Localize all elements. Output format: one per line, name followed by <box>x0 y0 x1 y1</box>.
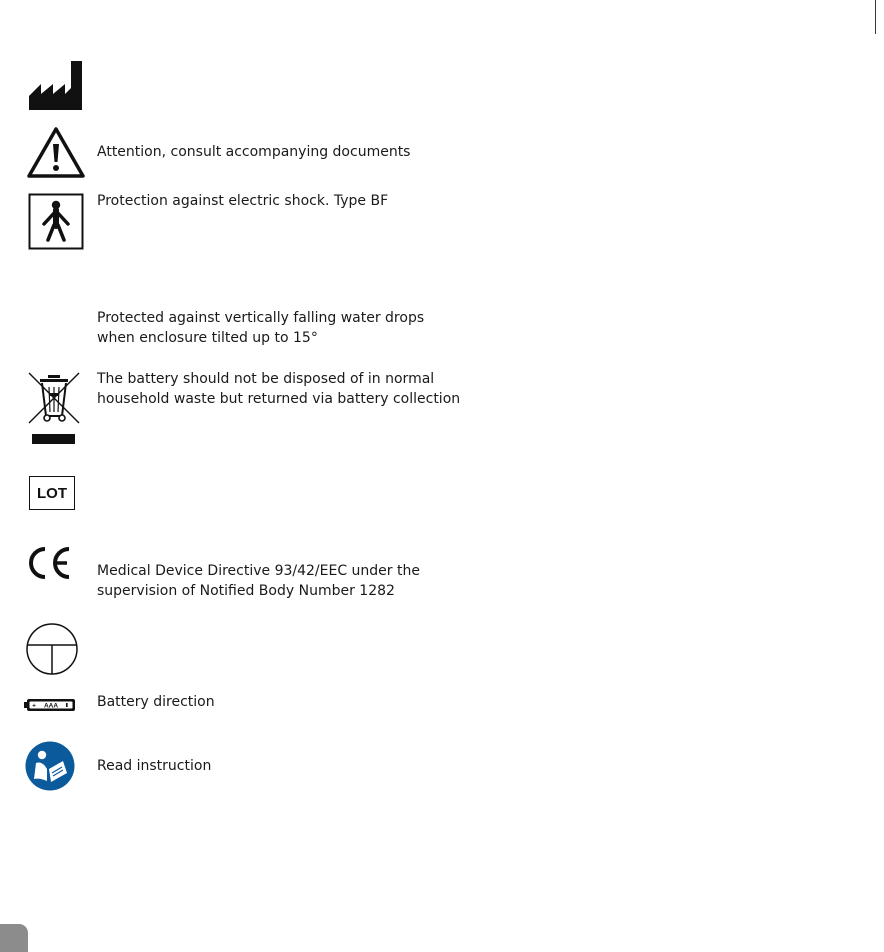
warning-triangle-icon <box>27 126 85 179</box>
ce-mark-icon <box>26 545 72 581</box>
manufacturer-icon <box>28 60 84 112</box>
lot-icon <box>29 476 75 510</box>
ce-text-line2: supervision of Notified Body Number 1282 <box>97 582 395 599</box>
svg-text:+: + <box>32 702 36 710</box>
battery-icon <box>24 697 76 713</box>
type-bf-text: Protection against electric shock. Type BF <box>97 193 389 209</box>
battery-label: AAA <box>43 702 59 710</box>
ce-text-line1: Medical Device Directive 93/42/EEC under the <box>97 563 420 579</box>
warning-text: Attention, consult accompanying documents <box>97 144 411 160</box>
page-corner-tab <box>0 924 28 952</box>
weee-text-line2: household waste but returned via battery collection <box>97 390 461 407</box>
read-instruction-text: Read instruction <box>97 758 212 774</box>
type-bf-icon <box>28 193 84 250</box>
weee-bin-icon <box>27 372 81 446</box>
lot-label: LOT <box>37 484 67 502</box>
battery-text: Battery direction <box>97 694 215 710</box>
circle-mark-icon <box>25 622 79 676</box>
page-edge-line <box>875 0 876 34</box>
weee-text-line1: The battery should not be disposed of in normal <box>97 371 435 387</box>
ip-rating-text: Protected against vertically falling water drops when enclosure tilted up to 15° <box>97 310 425 346</box>
read-instruction-icon <box>25 741 75 791</box>
